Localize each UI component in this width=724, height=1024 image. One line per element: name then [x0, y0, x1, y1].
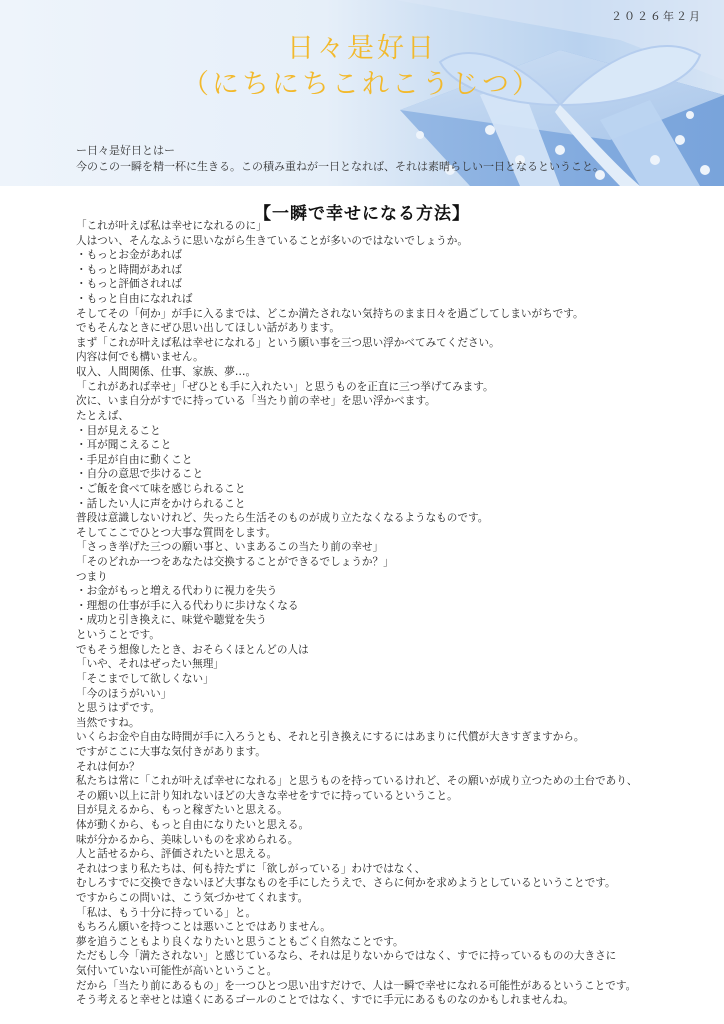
- article-line: 普段は意識しないけれど、失ったら生活そのものが成り立たなくなるようなものです。: [76, 512, 489, 525]
- article-line: そう考えると幸せとは遠くにあるゴールのことではなく、すでに手元にあるものなのかもしれませんね。: [76, 994, 574, 1007]
- article-line: ですがここに大事な気付きがあります。: [76, 745, 266, 758]
- article-line: 「いや、それはぜったい無理」: [76, 658, 224, 671]
- article-line: ・ご飯を食べて味を感じられること: [76, 482, 246, 495]
- article-line: それはつまり私たちは、何も持たずに「欲しがっている」わけではなく、: [76, 862, 426, 875]
- article-line: 「これがあれば幸せ」「ぜひとも手に入れたい」と思うものを正直に三つ挙げてみます。: [76, 380, 494, 393]
- article-line: それは何か？: [76, 760, 140, 773]
- article-line: と思うはずです。: [76, 702, 161, 715]
- intro-heading: ー日々是好日とはー: [76, 144, 175, 157]
- article-line: 次に、いま自分がすでに持っている「当たり前の幸せ」を思い浮かべます。: [76, 395, 436, 408]
- article-line: ・自分の意思で歩けること: [76, 468, 204, 481]
- article-line: ・もっと自由になれれば: [76, 293, 193, 306]
- issue-date: ２０２６年２月: [611, 10, 702, 23]
- article-line: 味が分かるから、美味しいものを求められる。: [76, 833, 299, 846]
- article-line: そしてその「何か」が手に入るまでは、どこか満たされない気持ちのまま日々を過ごしてしまいがちです。: [76, 307, 584, 320]
- article-line: ・もっとお金があれば: [76, 249, 182, 262]
- article-line: 夢を追うこともより良くなりたいと思うこともごく自然なことです。: [76, 935, 404, 948]
- intro-text: 今のこの一瞬を精一杯に生きる。この積み重ねが一日となれば、それは素晴らしい一日となるということ。: [76, 160, 604, 173]
- article-line: でもそんなときにぜひ思い出してほしい話があります。: [76, 322, 340, 335]
- article-line: ・理想の仕事が手に入る代わりに歩けなくなる: [76, 599, 299, 612]
- article-line: ただもし今「満たされない」と感じているなら、それは足りないからではなく、すでに持っているものの大きさに: [76, 950, 617, 963]
- article-line: ・お金がもっと増える代わりに視力を失う: [76, 585, 278, 598]
- page-title-reading: （にちにちこれこうじつ）: [182, 69, 542, 100]
- article-line: つまり: [76, 570, 108, 583]
- article-line: 当然ですね。: [76, 716, 140, 729]
- article-line: そしてここでひとつ大事な質問をします。: [76, 526, 277, 539]
- article-line: ・話したい人に声をかけられること: [76, 497, 246, 510]
- article-line: 「そのどれか一つをあなたは交換することができるでしょうか？」: [76, 556, 394, 569]
- article-title: 【一瞬で幸せになる方法】: [254, 204, 470, 224]
- article-line: ・耳が聞こえること: [76, 439, 172, 452]
- article-line: ・目が見えること: [76, 424, 161, 437]
- article-line: 人はつい、そんなふうに思いながら生きていることが多いのではないでしょうか。: [76, 234, 468, 247]
- article-line: 「これが叶えば私は幸せになれるのに」: [76, 220, 267, 232]
- article-line: 「そこまでして欲しくない」: [76, 672, 214, 685]
- article-line: ですからこの問いは、こう気づかせてくれます。: [76, 892, 309, 905]
- article-line: いくらお金や自由な時間が手に入ろうとも、それと引き換えにするにはあまりに代償が大きすぎますから。: [76, 731, 585, 744]
- article-line: その願い以上に計り知れないほどの大きな幸せをすでに持っているということ。: [76, 789, 458, 802]
- article-line: 私たちは常に「これが叶えば幸せになれる」と思うものを持っているけれど、その願いが成り立つための土台であり、: [76, 775, 638, 788]
- article-line: まず「これが叶えば私は幸せになれる」という願い事を三つ思い浮かべてみてください。: [76, 336, 500, 349]
- article-line: ・手足が自由に動くこと: [76, 453, 193, 466]
- article-line: 内容は何でも構いません。: [76, 351, 204, 364]
- article-line: たとえば、: [76, 409, 129, 422]
- article-line: だから「当たり前にあるもの」を一つひとつ思い出すだけで、人は一瞬で幸せになれる可能性があるということです。: [76, 979, 637, 992]
- article-line: 体が動くから、もっと自由になりたいと思える。: [76, 818, 310, 831]
- article-line: ・もっと時間があれば: [76, 263, 182, 276]
- article-line: ・成功と引き換えに、味覚や聴覚を失う: [76, 614, 267, 627]
- page-title: 日々是好日: [287, 33, 437, 64]
- article-line: ・もっと評価されれば: [76, 278, 182, 291]
- article-line: もちろん願いを持つことは悪いことではありません。: [76, 921, 331, 934]
- article-line: 「今のほうがいい」: [76, 687, 172, 700]
- header-banner: [0, 0, 724, 186]
- article-line: 人と話せるから、評価されたいと思える。: [76, 848, 278, 861]
- article-body: [76, 219, 716, 1008]
- article-line: ということです。: [76, 629, 160, 642]
- article-line: むしろすでに交換できないほど大事なものを手にしたうえで、さらに何かを求めようとしているということです。: [76, 877, 616, 890]
- article-line: 目が見えるから、もっと稼ぎたいと思える。: [76, 804, 288, 817]
- article-line: 収入、人間関係、仕事、家族、夢…。: [76, 366, 257, 379]
- article-line: 気付いていない可能性が高いということ。: [76, 965, 278, 978]
- article-line: 「さっき挙げた三つの願い事と、いまあるこの当たり前の幸せ」: [76, 541, 384, 554]
- article-line: でもそう想像したとき、おそらくほとんどの人は: [76, 643, 309, 656]
- article-line: 「私は、もう十分に持っている」と。: [76, 906, 257, 919]
